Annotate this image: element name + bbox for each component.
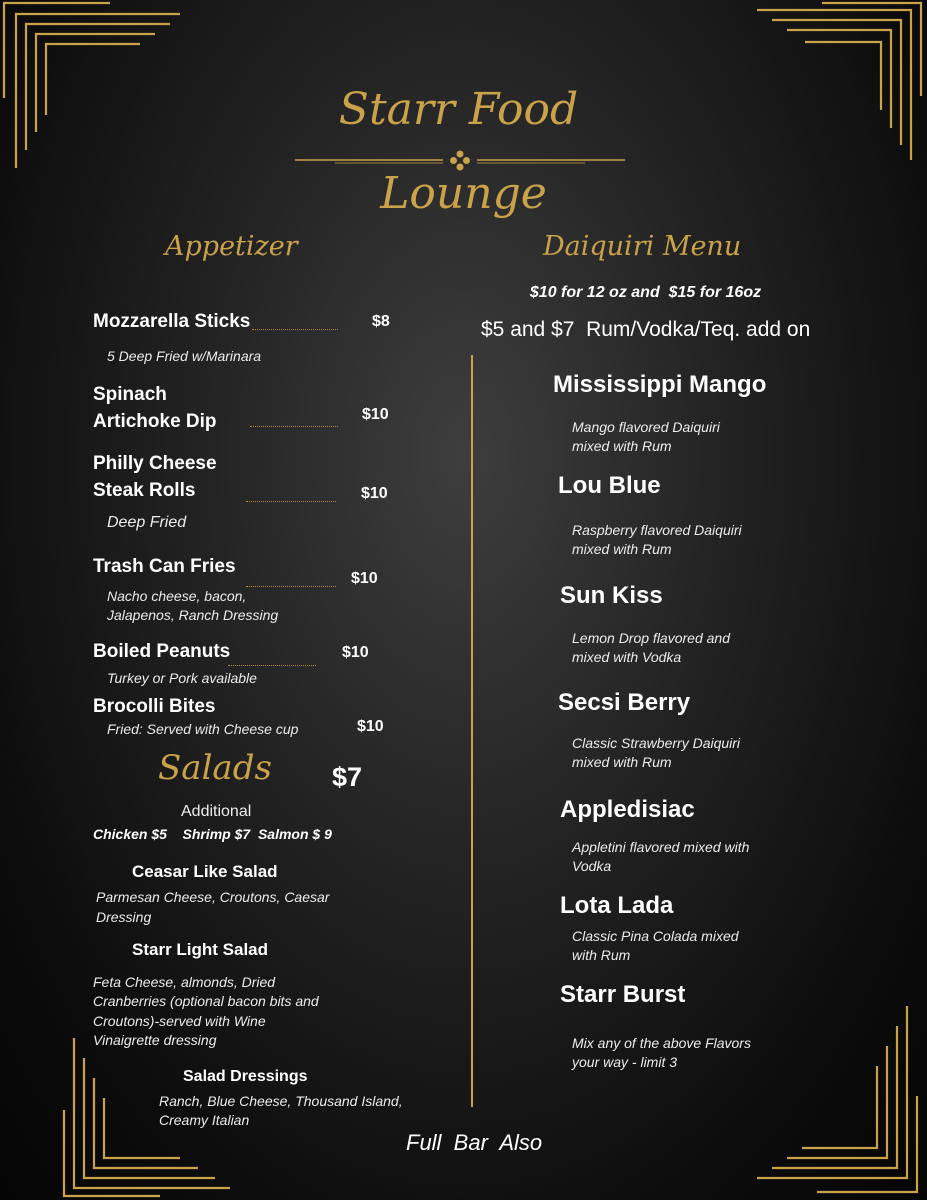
salads-additional-label: Additional — [181, 803, 252, 820]
daiquiri-description: mixed with Rum — [572, 754, 672, 770]
appetizer-price: $10 — [361, 485, 388, 502]
appetizer-name: Spinach — [93, 384, 167, 405]
daiquiri-description: Classic Pina Colada mixed — [572, 928, 739, 944]
restaurant-name-line2: Lounge — [380, 168, 547, 219]
appetizer-description: Nacho cheese, bacon, — [107, 588, 247, 604]
appetizer-description: 5 Deep Fried w/Marinara — [107, 348, 262, 364]
dot-leader — [228, 665, 316, 666]
daiquiri-description: mixed with Rum — [572, 438, 672, 454]
appetizer-price: $10 — [357, 718, 384, 735]
salads-heading: Salads — [158, 748, 272, 788]
daiquiri-name: Mississippi Mango — [553, 371, 767, 398]
appetizer-description: Fried: Served with Cheese cup — [107, 721, 299, 737]
restaurant-name-line1: Starr Food — [338, 84, 579, 135]
salads-price: $7 — [332, 762, 363, 792]
salad-description: Croutons)-served with Wine — [93, 1013, 266, 1029]
daiquiri-description: Classic Strawberry Daiquiri — [572, 735, 741, 751]
column-divider — [471, 355, 473, 1107]
daiquiri-sizes: $10 for 12 oz and $15 for 16oz — [529, 284, 762, 301]
appetizer-description: Jalapenos, Ranch Dressing — [107, 607, 279, 623]
daiquiri-description: Raspberry flavored Daiquiri — [572, 522, 742, 538]
dot-leader — [250, 426, 338, 427]
salad-dressings-list: Creamy Italian — [159, 1112, 250, 1128]
corner-ornament-bottom-right — [747, 1000, 927, 1200]
salad-name: Starr Light Salad — [132, 940, 269, 959]
appetizer-name: Boiled Peanuts — [93, 641, 231, 662]
salads-additional-options: Chicken $5 Shrimp $7 Salmon $ 9 — [93, 826, 332, 842]
daiquiri-description: Vodka — [572, 858, 612, 874]
daiquiri-description: Lemon Drop flavored and — [572, 630, 730, 646]
appetizer-name: Artichoke Dip — [93, 411, 217, 432]
daiquiri-name: Lou Blue — [558, 472, 661, 499]
daiquiri-description: with Rum — [572, 947, 631, 963]
appetizer-name: Philly Cheese — [93, 453, 217, 474]
salad-description: Parmesan Cheese, Croutons, Caesar — [96, 889, 330, 905]
daiquiri-description: Appletini flavored mixed with — [572, 839, 750, 855]
appetizer-price: $10 — [362, 406, 389, 423]
daiquiri-name: Secsi Berry — [558, 689, 691, 716]
appetizer-name: Trash Can Fries — [93, 556, 236, 577]
daiquiri-name: Lota Lada — [560, 892, 674, 919]
dot-leader — [246, 586, 336, 587]
daiquiri-description: Mix any of the above Flavors — [572, 1035, 751, 1051]
daiquiri-name: Starr Burst — [560, 981, 686, 1008]
salad-name: Ceasar Like Salad — [132, 862, 278, 881]
appetizer-description: Turkey or Pork available — [107, 670, 257, 686]
appetizer-description: Deep Fried — [107, 514, 187, 531]
dot-leader — [252, 329, 338, 330]
appetizer-price: $10 — [342, 644, 369, 661]
salad-description: Dressing — [96, 909, 152, 925]
salad-description: Feta Cheese, almonds, Dried — [93, 974, 276, 990]
appetizer-name: Brocolli Bites — [93, 696, 216, 717]
daiquiri-name: Sun Kiss — [560, 582, 663, 609]
daiquiri-heading: Daiquiri Menu — [543, 231, 742, 262]
salad-description: Cranberries (optional bacon bits and — [93, 993, 319, 1009]
daiquiri-description: mixed with Vodka — [572, 649, 682, 665]
appetizer-heading: Appetizer — [165, 231, 298, 262]
salad-description: Vinaigrette dressing — [93, 1032, 217, 1048]
daiquiri-description: your way - limit 3 — [572, 1054, 678, 1070]
appetizer-price: $10 — [351, 570, 378, 587]
appetizer-price: $8 — [372, 313, 390, 330]
daiquiri-description: mixed with Rum — [572, 541, 672, 557]
daiquiri-name: Appledisiac — [560, 796, 695, 823]
salad-dressings-heading: Salad Dressings — [183, 1068, 308, 1085]
daiquiri-description: Mango flavored Daiquiri — [572, 419, 720, 435]
appetizer-name: Steak Rolls — [93, 480, 196, 501]
appetizer-name: Mozzarella Sticks — [93, 311, 251, 332]
daiquiri-addon: $5 and $7 Rum/Vodka/Teq. add on — [481, 318, 811, 341]
salad-dressings-list: Ranch, Blue Cheese, Thousand Island, — [159, 1093, 403, 1109]
dot-leader — [246, 501, 336, 502]
footer-note: Full Bar Also — [406, 1130, 543, 1155]
